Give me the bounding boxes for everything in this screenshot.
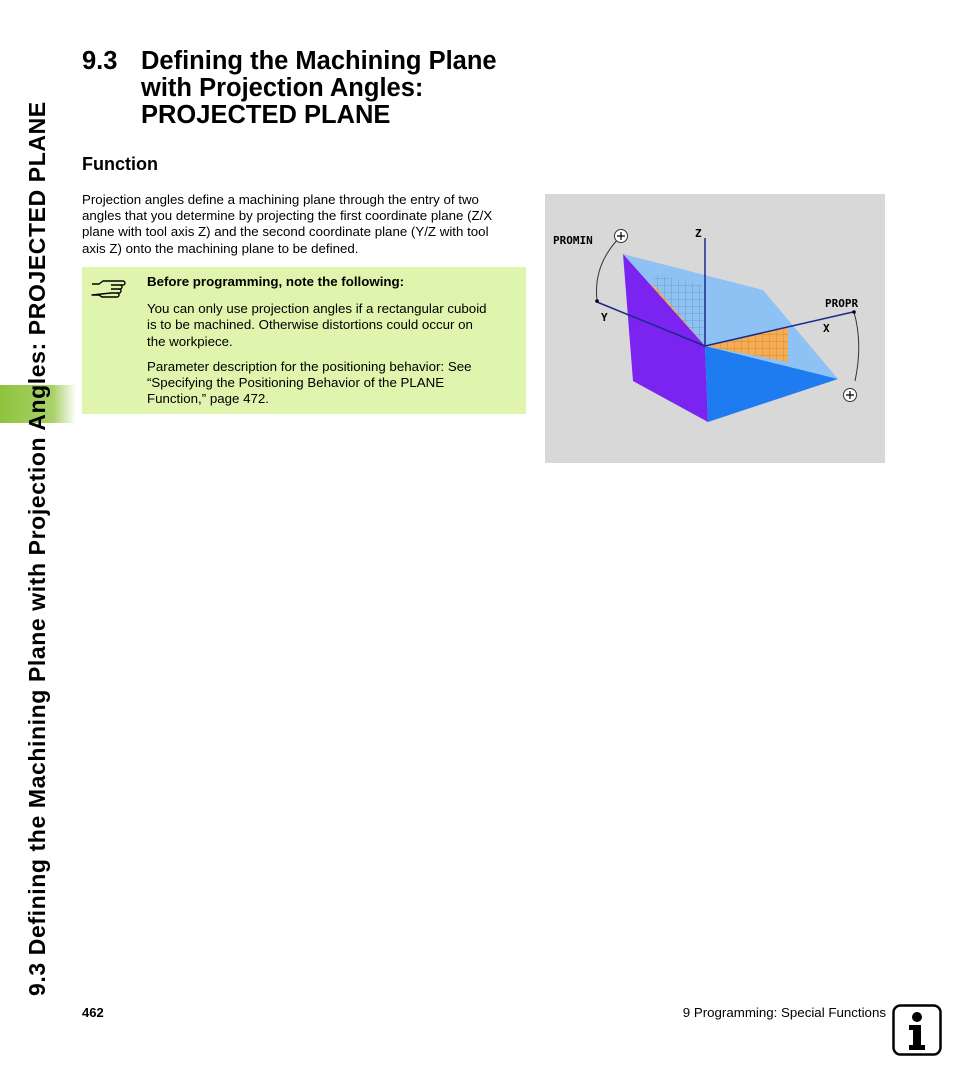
section-title-line: PROJECTED PLANE [141,101,391,129]
note-paragraph-2 [147,359,515,408]
intro-line: axis Z) onto the machining plane to be defined. [82,240,359,256]
label-z: Z [695,227,702,240]
section-number: 9.3 [82,47,118,75]
subheading-function: Function [82,154,158,174]
section-title-line: Defining the Machining Plane [141,47,497,75]
info-icon [892,1004,942,1056]
section-title [141,48,581,129]
promin-arc [597,236,622,300]
page-number: 462 [82,1005,104,1020]
note-box [82,267,526,414]
projected-plane-diagram [545,194,885,463]
note-line: Function,” page 472. [147,391,269,407]
note-line: “Specifying the Positioning Behavior of the PLANE [147,375,445,391]
intro-line: Projection angles define a machining plane through the entry of two [82,192,479,207]
label-x: X [823,322,830,335]
label-y: Y [601,311,608,324]
intro-line: plane with tool axis Z) and the second coordinate plane (Y/Z with tool [82,224,489,240]
note-paragraph-1 [147,301,515,350]
intro-paragraph [82,192,527,257]
label-propr: PROPR [825,297,859,310]
chapter-title: 9 Programming: Special Functions [682,1005,886,1020]
note-line: is to be machined. Otherwise distortions could occur on [147,317,473,333]
side-running-title: 9.3 Defining the Machining Plane with Projection Angles: PROJECTED PLANE [24,101,50,996]
intro-line: angles that you determine by projecting the first coordinate plane (Z/X [82,208,493,224]
note-line: Parameter description for the positioning behavior: See [147,358,472,374]
section-title-line: with Projection Angles: [141,74,424,102]
projected-plane-figure [545,194,885,463]
note-text [147,274,515,416]
propr-arc [854,312,859,381]
note-line: You can only use projection angles if a rectangular cuboid [147,301,487,317]
label-promin: PROMIN [553,234,593,247]
note-line: the workpiece. [147,333,233,349]
plus-icon [844,389,857,402]
plus-icon [615,230,628,243]
pointing-hand-icon [90,275,128,303]
note-heading: Before programming, note the following: [147,274,405,289]
